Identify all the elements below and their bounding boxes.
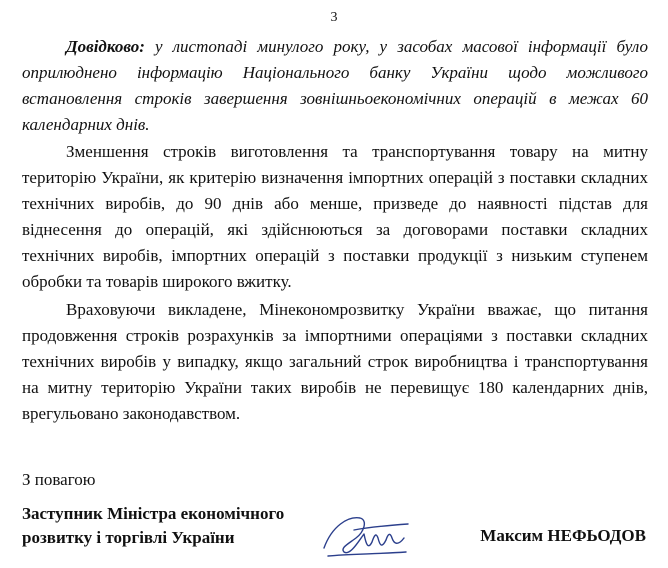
paragraph-term-reduction: Зменшення строків виготовлення та транспортування товару на митну територію України, як критерію визначення імпортних операцій з поставки складних технічних виробів, до 90 днів або менше, призведе до наявності підстав для віднесення до операцій, які здійснюються за договорами поставки складних технічних виробів, імпортних операцій з поставки продукції з низьким ступенем обробки та товарів широкого вжитку.	[22, 142, 648, 291]
signer-title-line-1: Заступник Міністра економічного	[22, 504, 285, 523]
paragraph-conclusion: Враховуючи викладене, Мінекономрозвитку України вважає, що питання продовження строків розрахунків за імпортними операціями з поставки складних технічних виробів у випадку, якщо загальний строк виробництва і транспортування на митну територію України таких виробів не перевищує 180 календарних днів, врегульовано законодавством.	[22, 300, 648, 423]
handwritten-signature-icon	[318, 508, 418, 564]
reference-note-text: у листопаді минулого року, у засобах масової інформації було оприлюднено інформацію Національного банку України щодо можливого встановлення строків завершення зовнішньоекономічних операцій в межах 60 календарних днів.	[22, 37, 648, 134]
reference-note-label: Довідково:	[66, 37, 145, 56]
signer-title	[22, 502, 284, 550]
page-number: 3	[330, 10, 338, 25]
signer-title-line-2: розвитку і торгівлі України	[22, 528, 235, 547]
signer-name: Максим НЕФЬОДОВ	[480, 526, 646, 545]
regards-line: З повагою	[22, 470, 96, 489]
reference-note	[22, 34, 648, 138]
